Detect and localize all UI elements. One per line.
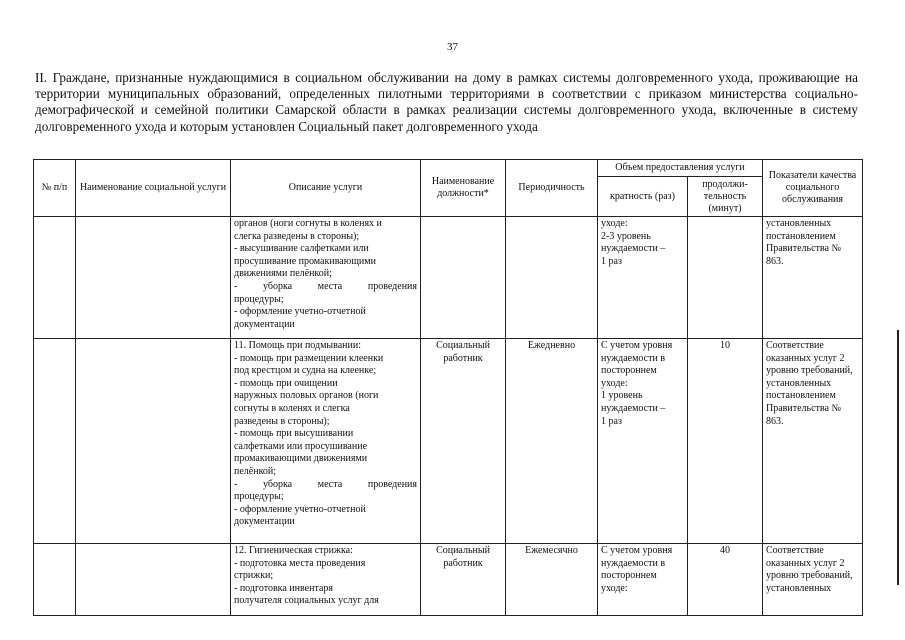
description-line: движениями пелёнкой; — [234, 268, 332, 280]
description-line: - оформление учетно-отчетной — [234, 503, 366, 515]
cell-number — [34, 217, 76, 339]
cell-position: Социальный работник — [421, 544, 506, 616]
cell-periodicity: Ежемесячно — [506, 544, 598, 616]
description-line: - оформление учетно-отчетной — [234, 306, 366, 318]
cell-description — [231, 217, 421, 339]
cell-service-name — [76, 544, 231, 616]
description-line: документации — [234, 318, 295, 330]
description-line: пелёнкой; — [234, 465, 277, 477]
scan-edge-mark — [897, 330, 899, 585]
description-line: процедуры; — [234, 491, 284, 503]
header-description: Описание услуги — [231, 160, 421, 217]
description-line: согнуты в коленях и слегка — [234, 402, 350, 414]
cell-multiplicity: С учетом уровня нуждаемости в постороннем уходе: 1 уровень нуждаемости – 1 раз — [598, 339, 688, 544]
description-line: 11. Помощь при подмывании: — [234, 340, 362, 351]
description-line: промакивающими движениями — [234, 453, 368, 465]
table-row — [34, 339, 863, 544]
cell-description — [231, 339, 421, 544]
description-line: - уборка места проведения — [234, 280, 417, 292]
description-line: стрижки; — [234, 570, 274, 582]
cell-periodicity — [506, 217, 598, 339]
table-row — [34, 544, 863, 616]
cell-quality: Соответствие оказанных услуг 2 уровню требований, установленных постановлением Правительства № 863. — [763, 339, 863, 544]
description-line: - уборка места проведения — [234, 478, 417, 490]
description-line: под крестцом и судна на клеенке; — [234, 365, 377, 377]
cell-duration: 10 — [688, 339, 763, 544]
cell-number — [34, 339, 76, 544]
description-line: разведены в стороны); — [234, 415, 330, 427]
cell-service-name — [76, 217, 231, 339]
description-line: органов (ноги согнуты в коленях и — [234, 218, 382, 229]
description-line: - подготовка места проведения — [234, 557, 366, 569]
page-number: 37 — [447, 41, 458, 53]
header-position: Наименование должности* — [421, 160, 506, 217]
description-line: процедуры; — [234, 293, 284, 305]
header-service-name: Наименование социальной услуги — [76, 160, 231, 217]
cell-position — [421, 217, 506, 339]
cell-quality: установленных постановлением Правительства № 863. — [763, 217, 863, 339]
section-title: II. Граждане, признанные нуждающимися в социальном обслуживании на дому в рамках системы долговременного ухода, проживающие на территории муниципальных образований, определенных пилотными территориями в соответствии с приказом министерства социально-демографической и семейной политики Самарской области в рамках реализации системы долговременного ухода, включенные в систему долговременного ухода и которым установлен Социальный пакет долговременного ухода — [35, 70, 858, 134]
cell-multiplicity: уходе: 2-3 уровень нуждаемости – 1 раз — [598, 217, 688, 339]
description-line: просушивание промакивающими — [234, 255, 376, 267]
description-line: 12. Гигиеническая стрижка: — [234, 545, 353, 556]
header-periodicity: Периодичность — [506, 160, 598, 217]
description-line: получателя социальных услуг для — [234, 595, 379, 607]
description-line: документации — [234, 516, 295, 528]
header-volume: Объем предоставления услуги — [598, 160, 763, 177]
cell-service-name — [76, 339, 231, 544]
description-line: салфетками или просушивание — [234, 440, 368, 452]
cell-periodicity: Ежедневно — [506, 339, 598, 544]
cell-position: Социальный работник — [421, 339, 506, 544]
cell-duration — [688, 217, 763, 339]
header-multiplicity: кратность (раз) — [598, 177, 688, 217]
description-line: наружных половых органов (ноги — [234, 390, 379, 402]
cell-quality: Соответствие оказанных услуг 2 уровню требований, установленных — [763, 544, 863, 616]
header-duration: продолжи-тельность (минут) — [688, 177, 763, 217]
cell-duration: 40 — [688, 544, 763, 616]
description-line: - помощь при очищении — [234, 377, 338, 389]
description-line: - помощь при высушивании — [234, 428, 354, 440]
description-line: - высушивание салфетками или — [234, 243, 369, 255]
cell-number — [34, 544, 76, 616]
description-line: слегка разведены в стороны); — [234, 230, 360, 242]
cell-multiplicity: С учетом уровня нуждаемости в постороннем уходе: — [598, 544, 688, 616]
header-number: № п/п — [34, 160, 76, 217]
services-table — [33, 159, 863, 616]
description-line: - помощь при размещении клеенки — [234, 352, 384, 364]
header-quality: Показатели качества социального обслуживания — [763, 160, 863, 217]
cell-description — [231, 544, 421, 616]
table-row — [34, 217, 863, 339]
description-line: - подготовка инвентаря — [234, 582, 333, 594]
